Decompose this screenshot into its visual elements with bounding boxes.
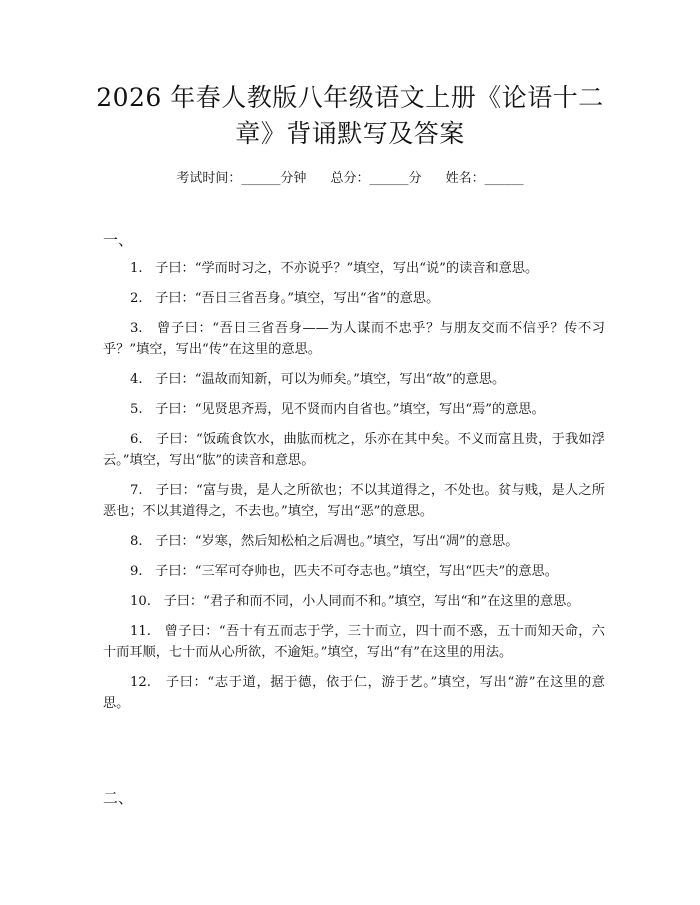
- question-number: 7.: [130, 483, 143, 498]
- question-number: 2.: [130, 291, 143, 306]
- question-number: 1.: [130, 261, 143, 276]
- question-item: [103, 288, 605, 309]
- question-item: [103, 531, 605, 552]
- question-item: [103, 480, 605, 522]
- question-text: 子曰：“学而时习之，不亦说乎？”填空，写出“说”的读音和意思。: [155, 261, 539, 276]
- document-title: [70, 80, 630, 152]
- question-text: 曾子曰：“吾十有五而志于学，三十而立，四十而不惑，五十而知天命，六十而耳顺，七十而从心所欲，不逾矩。”填空，写出“有”在这里的用法。: [103, 624, 605, 660]
- question-item: [103, 672, 605, 714]
- total-score-label: 总分：______分: [330, 171, 422, 186]
- question-text: 子曰：“见贤思齐焉，见不贤而内自省也。”填空，写出“焉”的意思。: [155, 402, 545, 417]
- student-name-label: 姓名：______: [445, 171, 524, 186]
- question-number: 10.: [130, 594, 151, 609]
- title-line-1: 2026 年春人教版八年级语文上册《论语十二: [96, 83, 604, 112]
- question-text: 子曰：“君子和而不同，小人同而不和。”填空，写出“和”在这里的意思。: [163, 594, 580, 609]
- question-item: [103, 621, 605, 663]
- question-number: 12.: [130, 675, 151, 690]
- exam-time-label: 考试时间：______分钟: [176, 171, 307, 186]
- question-number: 9.: [130, 564, 143, 579]
- question-list: [103, 258, 605, 723]
- section-heading-1: 一、: [103, 231, 134, 249]
- question-text: 子曰：“富与贵，是人之所欲也；不以其道得之，不处也。贫与贱，是人之所恶也；不以其道得之，不去也。”填空，写出“恶”的意思。: [103, 483, 605, 519]
- question-text: 子曰：“吾日三省吾身。”填空，写出“省”的意思。: [155, 291, 440, 306]
- question-item: [103, 399, 605, 420]
- question-item: [103, 258, 605, 279]
- question-item: [103, 591, 605, 612]
- question-item: [103, 318, 605, 360]
- question-number: 11.: [130, 624, 151, 639]
- question-text: 子曰：“温故而知新，可以为师矣。”填空，写出“故”的意思。: [155, 372, 506, 387]
- question-number: 3.: [130, 321, 143, 336]
- question-number: 4.: [130, 372, 143, 387]
- question-item: [103, 561, 605, 582]
- title-line-2: 章》背诵默写及答案: [235, 119, 465, 148]
- question-number: 5.: [130, 402, 143, 417]
- question-text: 子曰：“志于道，据于德，依于仁，游于艺。”填空，写出“游”在这里的意思。: [103, 675, 605, 711]
- question-text: 子曰：“饭疏食饮水，曲肱而枕之，乐亦在其中矣。不义而富且贵，于我如浮云。”填空，写出“肱”的读音和意思。: [103, 432, 605, 468]
- question-item: [103, 369, 605, 390]
- exam-meta: [0, 170, 700, 188]
- section-heading-2: 二、: [103, 789, 134, 807]
- question-text: 曾子曰：“吾日三省吾身——为人谋而不忠乎？与朋友交而不信乎？传不习乎？”填空，写出“传”在这里的意思。: [103, 321, 605, 357]
- question-number: 8.: [130, 534, 143, 549]
- question-number: 6.: [130, 432, 143, 447]
- question-item: [103, 429, 605, 471]
- question-text: 子曰：“岁寒，然后知松柏之后凋也。”填空，写出“凋”的意思。: [155, 534, 519, 549]
- question-text: 子曰：“三军可夺帅也，匹夫不可夺志也。”填空，写出“匹夫”的意思。: [155, 564, 558, 579]
